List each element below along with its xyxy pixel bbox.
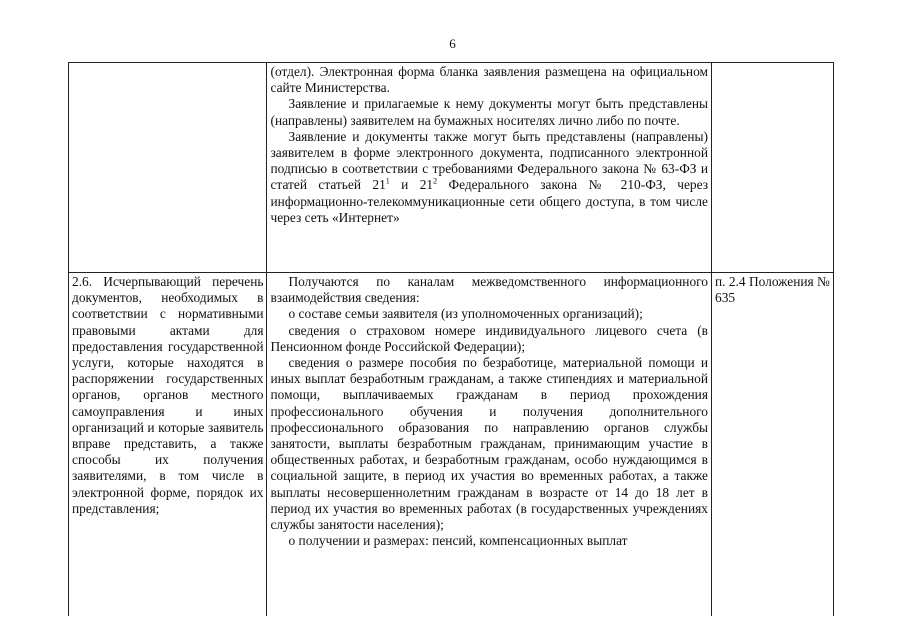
page-number: 6 — [449, 36, 456, 51]
row1-reference-cell — [712, 63, 834, 273]
table-row — [69, 63, 834, 273]
row1-p3-text-a: Заявление и документы также могут быть представлены (направлены) заявителем в форме электронного документа, подписанного электронной подписью в соответствии с требованиями Федерального закона № 63-ФЗ и статей статьей 21 — [270, 128, 708, 193]
row2-paragraph-3: сведения о страховом номере индивидуального лицевого счета (в Пенсионном фонде Российской Федерации); — [270, 322, 708, 354]
footnote-superscript-2: 2 — [433, 176, 438, 186]
row2-paragraph-5: о получении и размерах: пенсий, компенсационных выплат — [288, 533, 628, 549]
row1-item-cell — [69, 63, 267, 273]
row2-content-cell — [267, 273, 712, 617]
row1-p3-text-b: и 21 — [389, 177, 434, 193]
document-table — [68, 62, 834, 616]
row1-content-cell — [267, 63, 712, 273]
row1-paragraph-3 — [270, 129, 708, 226]
row2-paragraph-2: о составе семьи заявителя (из уполномоченных организаций); — [288, 306, 643, 322]
table-row — [69, 273, 834, 617]
row2-reference-cell: п. 2.4 Положения № 635 — [712, 273, 834, 617]
row1-paragraph-1: (отдел). Электронная форма бланка заявления размещена на официальном сайте Министерства. — [270, 64, 708, 96]
row1-p3-text-c: Федерального закона № 210-ФЗ, через информационно-телекоммуникационные сети общего доступа, в том числе через сеть «Интернет» — [270, 177, 708, 225]
row2-paragraph-4: сведения о размере пособия по безработице, материальной помощи и иных выплат безработным гражданам, а также стипендиях и материальной помощи, выплачиваемых гражданам в период прохождения профессионального обучения и получения дополнительного профессионального образования по направлению органов службы занятости, выплаты безработным гражданам, принимающим участие в общественных работах, и безработным гражданам, особо нуждающимся в социальной защите, в период их участия во временных работах, а также выплаты несовершеннолетним гражданам в возрасте от 14 до 18 лет в период их участия во временных работах (в государственных учреждениях службы занятости населения); — [270, 355, 708, 533]
footnote-superscript-1: 1 — [385, 176, 390, 186]
row2-item-cell: 2.6. Исчерпывающий перечень документов, необходимых в соответствии с нормативными правовыми актами для предоставления государственной услуги, которые находятся в распоряжении государственных органов, органов местного самоуправления и иных организаций и которые заявитель вправе представить, а также способы их получения заявителями, в том числе в электронной форме, порядок их представления; — [69, 273, 267, 617]
row2-paragraph-1: Получаются по каналам межведомственного информационного взаимодействия сведения: — [270, 274, 708, 306]
row1-paragraph-2: Заявление и прилагаемые к нему документы могут быть представлены (направлены) заявителем на бумажных носителях лично либо по почте. — [270, 96, 708, 128]
